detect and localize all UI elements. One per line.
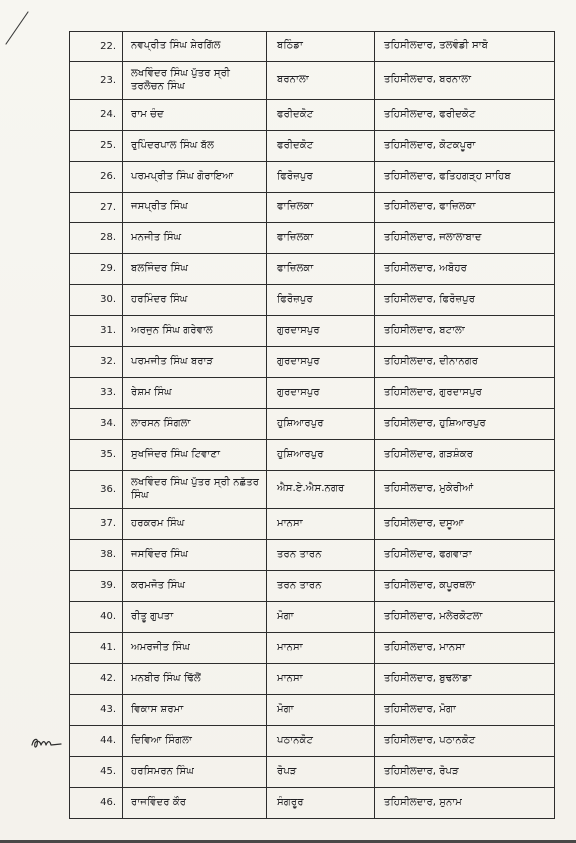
serial-number-cell: 43. [70, 695, 123, 726]
district-cell: ਤਰਨ ਤਾਰਨ [267, 571, 375, 602]
serial-number-cell: 41. [70, 633, 123, 664]
serial-number-cell: 42. [70, 664, 123, 695]
posting-cell: ਤਹਿਸੀਲਦਾਰ, ਬਟਾਲਾ [375, 316, 555, 347]
table-row [70, 633, 555, 664]
district-cell: ਹੁਸ਼ਿਆਰਪੁਰ [267, 440, 375, 471]
serial-number-cell: 36. [70, 471, 123, 509]
posting-cell: ਤਹਿਸੀਲਦਾਰ, ਦਸੂਆ [375, 509, 555, 540]
officer-name-cell: ਸੁਖਜਿੰਦਰ ਸਿੰਘ ਟਿਵਾਣਾ [123, 440, 267, 471]
serial-number-cell: 38. [70, 540, 123, 571]
posting-cell: ਤਹਿਸੀਲਦਾਰ, ਅਬੋਹਰ [375, 254, 555, 285]
officer-name-cell: ਰਾਮ ਚੰਦ [123, 100, 267, 131]
table-row [70, 726, 555, 757]
district-cell: ਮੋਗਾ [267, 602, 375, 633]
serial-number-cell: 26. [70, 162, 123, 193]
posting-cell: ਤਹਿਸੀਲਦਾਰ, ਤਲਵੰਡੀ ਸਾਬੋ [375, 32, 555, 62]
officer-name-cell: ਲਖਵਿੰਦਰ ਸਿੰਘ ਪੁੱਤਰ ਸ੍ਰੀ ਨਛੱਤਰ ਸਿੰਘ [123, 471, 267, 509]
serial-number-cell: 24. [70, 100, 123, 131]
table-row [70, 193, 555, 223]
district-cell: ਤਰਨ ਤਾਰਨ [267, 540, 375, 571]
officer-name-cell: ਲਖਵਿੰਦਰ ਸਿੰਘ ਪੁੱਤਰ ਸ੍ਰੀ ਤਰਲੋਚਨ ਸਿੰਘ [123, 62, 267, 100]
posting-cell: ਤਹਿਸੀਲਦਾਰ, ਕਪੂਰਥਲਾ [375, 571, 555, 602]
district-cell: ਫਰੀਦਕੋਟ [267, 131, 375, 162]
officer-name-cell: ਅਮਰਜੀਤ ਸਿੰਘ [123, 633, 267, 664]
officer-name-cell: ਵਿਕਾਸ ਸ਼ਰਮਾ [123, 695, 267, 726]
table-row [70, 757, 555, 788]
serial-number-cell: 30. [70, 285, 123, 316]
officer-name-cell: ਰੀਤੂ ਗੁਪਤਾ [123, 602, 267, 633]
officer-name-cell: ਮਨਜੀਤ ਸਿੰਘ [123, 223, 267, 254]
serial-number-cell: 39. [70, 571, 123, 602]
serial-number-cell: 28. [70, 223, 123, 254]
officer-name-cell: ਰਾਜਵਿੰਦਰ ਕੌਰ [123, 788, 267, 819]
officer-name-cell: ਕਰਮਜੋਤ ਸਿੰਘ [123, 571, 267, 602]
officer-name-cell: ਮਨਬੀਰ ਸਿੰਘ ਢਿੱਲੋਂ [123, 664, 267, 695]
posting-cell: ਤਹਿਸੀਲਦਾਰ, ਦੀਨਾਨਗਰ [375, 347, 555, 378]
district-cell: ਗੁਰਦਾਸਪੁਰ [267, 378, 375, 409]
table-row [70, 254, 555, 285]
officer-name-cell: ਅਰਜੁਨ ਸਿੰਘ ਗਰੇਵਾਲ [123, 316, 267, 347]
district-cell: ਰੋਪੜ [267, 757, 375, 788]
serial-number-cell: 25. [70, 131, 123, 162]
district-cell: ਫਿਰੋਜ਼ਪੁਰ [267, 162, 375, 193]
posting-cell: ਤਹਿਸੀਲਦਾਰ, ਫਤਿਹਗੜ੍ਹ ਸਾਹਿਬ [375, 162, 555, 193]
page-fold-mark [4, 8, 30, 48]
posting-cell: ਤਹਿਸੀਲਦਾਰ, ਬਰਨਾਲਾ [375, 62, 555, 100]
officer-name-cell: ਹਰਸਿਮਰਨ ਸਿੰਘ [123, 757, 267, 788]
district-cell: ਮਾਨਸਾ [267, 633, 375, 664]
table-row [70, 162, 555, 193]
officer-name-cell: ਬਲਜਿੰਦਰ ਸਿੰਘ [123, 254, 267, 285]
posting-cell: ਤਹਿਸੀਲਦਾਰ, ਫਿਰੋਜ਼ਪੁਰ [375, 285, 555, 316]
posting-cell: ਤਹਿਸੀਲਦਾਰ, ਪਠਾਨਕੋਟ [375, 726, 555, 757]
table-row [70, 409, 555, 440]
posting-cell: ਤਹਿਸੀਲਦਾਰ, ਬੁਢਲਾਡਾ [375, 664, 555, 695]
serial-number-cell: 44. [70, 726, 123, 757]
district-cell: ਫਾਜ਼ਿਲਕਾ [267, 223, 375, 254]
district-cell: ਸੰਗਰੂਰ [267, 788, 375, 819]
posting-cell: ਤਹਿਸੀਲਦਾਰ, ਫਾਜ਼ਿਲਕਾ [375, 193, 555, 223]
district-cell: ਫਾਜ਼ਿਲਕਾ [267, 254, 375, 285]
district-cell: ਫਰੀਦਕੋਟ [267, 100, 375, 131]
district-cell: ਐਸ.ਏ.ਐਸ.ਨਗਰ [267, 471, 375, 509]
table-row [70, 471, 555, 509]
serial-number-cell: 45. [70, 757, 123, 788]
posting-cell: ਤਹਿਸੀਲਦਾਰ, ਮੁਕੇਰੀਆਂ [375, 471, 555, 509]
serial-number-cell: 33. [70, 378, 123, 409]
table-row [70, 695, 555, 726]
table-row [70, 664, 555, 695]
officer-name-cell: ਜਸਪ੍ਰੀਤ ਸਿੰਘ [123, 193, 267, 223]
serial-number-cell: 34. [70, 409, 123, 440]
district-cell: ਮਾਨਸਾ [267, 664, 375, 695]
posting-cell: ਤਹਿਸੀਲਦਾਰ, ਫਗਵਾੜਾ [375, 540, 555, 571]
officer-name-cell: ਲਾਰਸਨ ਸਿੰਗਲਾ [123, 409, 267, 440]
serial-number-cell: 22. [70, 32, 123, 62]
district-cell: ਮੋਗਾ [267, 695, 375, 726]
posting-cell: ਤਹਿਸੀਲਦਾਰ, ਗੁਰਦਾਸਪੁਰ [375, 378, 555, 409]
officer-name-cell: ਪਰਮਪ੍ਰੀਤ ਸਿੰਘ ਗੋਰਾਇਆ [123, 162, 267, 193]
posting-cell: ਤਹਿਸੀਲਦਾਰ, ਰੋਪੜ [375, 757, 555, 788]
table-row [70, 540, 555, 571]
officer-name-cell: ਪਰਮਜੀਤ ਸਿੰਘ ਬਰਾੜ [123, 347, 267, 378]
table-row [70, 440, 555, 471]
serial-number-cell: 35. [70, 440, 123, 471]
officer-name-cell: ਰੁਪਿੰਦਰਪਾਲ ਸਿੰਘ ਬੱਲ [123, 131, 267, 162]
district-cell: ਗੁਰਦਾਸਪੁਰ [267, 347, 375, 378]
handwritten-initials [30, 733, 64, 753]
table-row [70, 32, 555, 62]
table-row [70, 571, 555, 602]
table-row [70, 788, 555, 819]
serial-number-cell: 27. [70, 193, 123, 223]
serial-number-cell: 23. [70, 62, 123, 100]
table-row [70, 285, 555, 316]
table-row [70, 316, 555, 347]
posting-cell: ਤਹਿਸੀਲਦਾਰ, ਜਲਾਲਾਬਾਦ [375, 223, 555, 254]
table-row [70, 602, 555, 633]
serial-number-cell: 31. [70, 316, 123, 347]
posting-cell: ਤਹਿਸੀਲਦਾਰ, ਮਾਨਸਾ [375, 633, 555, 664]
district-cell: ਫਾਜ਼ਿਲਕਾ [267, 193, 375, 223]
posting-cell: ਤਹਿਸੀਲਦਾਰ, ਸੁਨਾਮ [375, 788, 555, 819]
district-cell: ਬਠਿੰਡਾ [267, 32, 375, 62]
posting-cell: ਤਹਿਸੀਲਦਾਰ, ਮਲੇਰਕੋਟਲਾ [375, 602, 555, 633]
table-row [70, 347, 555, 378]
serial-number-cell: 29. [70, 254, 123, 285]
table-row [70, 223, 555, 254]
officer-name-cell: ਦਿਵਿਆ ਸਿੰਗਲਾ [123, 726, 267, 757]
posting-cell: ਤਹਿਸੀਲਦਾਰ, ਹੁਸ਼ਿਆਰਪੁਰ [375, 409, 555, 440]
officer-name-cell: ਹਰਕਰਮ ਸਿੰਘ [123, 509, 267, 540]
district-cell: ਗੁਰਦਾਸਪੁਰ [267, 316, 375, 347]
posting-cell: ਤਹਿਸੀਲਦਾਰ, ਫਰੀਦਕੋਟ [375, 100, 555, 131]
officer-name-cell: ਨਵਪ੍ਰੀਤ ਸਿੰਘ ਸ਼ੇਰਗਿੱਲ [123, 32, 267, 62]
officer-name-cell: ਹਰਮਿੰਦਰ ਸਿੰਘ [123, 285, 267, 316]
table-row [70, 509, 555, 540]
serial-number-cell: 32. [70, 347, 123, 378]
officer-name-cell: ਰੇਸ਼ਮ ਸਿੰਘ [123, 378, 267, 409]
table-row [70, 100, 555, 131]
district-cell: ਹੁਸ਼ਿਆਰਪੁਰ [267, 409, 375, 440]
table-row [70, 62, 555, 100]
posting-cell: ਤਹਿਸੀਲਦਾਰ, ਕੋਟਕਪੂਰਾ [375, 131, 555, 162]
posting-cell: ਤਹਿਸੀਲਦਾਰ, ਗੜਸ਼ੰਕਰ [375, 440, 555, 471]
serial-number-cell: 37. [70, 509, 123, 540]
table-row [70, 378, 555, 409]
district-cell: ਪਠਾਨਕੋਟ [267, 726, 375, 757]
table-row [70, 131, 555, 162]
officer-name-cell: ਜਸਵਿੰਦਰ ਸਿੰਘ [123, 540, 267, 571]
district-cell: ਫਿਰੋਜ਼ਪੁਰ [267, 285, 375, 316]
posting-table [69, 31, 555, 819]
district-cell: ਬਰਨਾਲਾ [267, 62, 375, 100]
serial-number-cell: 46. [70, 788, 123, 819]
posting-cell: ਤਹਿਸੀਲਦਾਰ, ਮੋਗਾ [375, 695, 555, 726]
posting-table-container [69, 31, 555, 819]
district-cell: ਮਾਨਸਾ [267, 509, 375, 540]
serial-number-cell: 40. [70, 602, 123, 633]
